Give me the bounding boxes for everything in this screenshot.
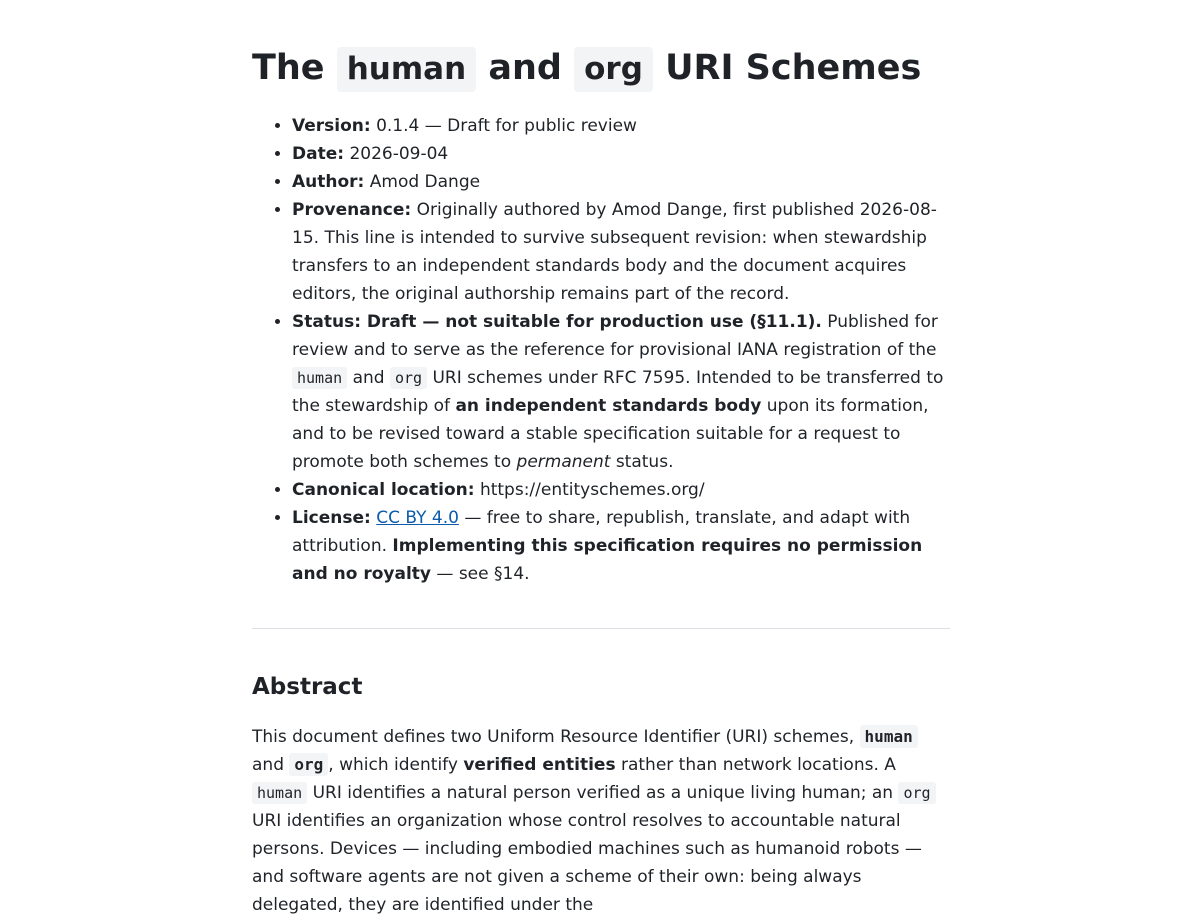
status-code-org: org bbox=[390, 367, 427, 389]
status-text-2: and bbox=[352, 368, 385, 388]
status-text-1: Published for review and to serve as the reference for provisional IANA registration of the bbox=[292, 312, 938, 360]
abstract-text-1: This document defines two Uniform Resource Identifier (URI) schemes, bbox=[252, 727, 855, 747]
date-value: 2026-09-04 bbox=[349, 144, 449, 164]
section-divider bbox=[252, 628, 950, 629]
abstract-text-3: , which identify bbox=[328, 755, 458, 775]
meta-canonical bbox=[292, 476, 950, 504]
title-word-and: and bbox=[488, 48, 562, 88]
license-bold: Implementing this specification requires no permission and no royalty bbox=[292, 536, 923, 584]
abstract-heading: Abstract bbox=[252, 674, 363, 700]
abstract-text-5: URI identifies a natural person verified as a unique living human; an bbox=[312, 783, 894, 803]
status-code-human: human bbox=[292, 367, 347, 389]
provenance-label: Provenance: bbox=[292, 200, 412, 220]
title-code-org: org bbox=[574, 47, 653, 92]
status-text-4: upon its formation, and to be revised toward a stable specification suitable for a request to promote both schemes to bbox=[292, 396, 929, 472]
title-code-human: human bbox=[337, 47, 476, 92]
meta-date bbox=[292, 140, 950, 168]
meta-license bbox=[292, 504, 950, 588]
status-label: Status: Draft — not suitable for production use (§11.1). bbox=[292, 312, 822, 332]
license-link[interactable]: CC BY 4.0 bbox=[376, 508, 459, 528]
status-emphasis: permanent bbox=[516, 452, 611, 472]
abstract-code-human: human bbox=[860, 725, 918, 748]
meta-author bbox=[292, 168, 950, 196]
abstract-paragraph bbox=[252, 723, 950, 919]
document-page bbox=[252, 0, 950, 919]
status-text-3: URI schemes under RFC 7595. Intended to be transferred to the stewardship of bbox=[292, 368, 944, 416]
provenance-value: Originally authored by Amod Dange, first published 2026-08-15. This line is intended to survive subsequent revision: when stewardship transfers to an independent standards body and the document acquires editors, the original authorship remains part of the record. bbox=[292, 200, 937, 304]
meta-provenance bbox=[292, 196, 950, 308]
page-title bbox=[252, 0, 950, 94]
abstract-bold: verified entities bbox=[463, 755, 616, 775]
version-value: 0.1.4 — Draft for public review bbox=[376, 116, 637, 136]
status-text-5: status. bbox=[615, 452, 674, 472]
author-label: Author: bbox=[292, 172, 365, 192]
abstract-text-4: rather than network locations. A bbox=[620, 755, 896, 775]
meta-version bbox=[292, 112, 950, 140]
title-rest: URI Schemes bbox=[665, 48, 922, 88]
abstract-text-6: URI identifies an organization whose control resolves to accountable natural persons. Devices — including embodied machines such as humanoid robots — and software agents are not given a scheme of their own: being always delegated, they are identified under the bbox=[252, 811, 922, 915]
license-text-2: — see §14. bbox=[436, 564, 530, 584]
canonical-label: Canonical location: bbox=[292, 480, 475, 500]
abstract-code-human-2: human bbox=[252, 782, 307, 804]
version-label: Version: bbox=[292, 116, 371, 136]
meta-status bbox=[292, 308, 950, 476]
date-label: Date: bbox=[292, 144, 345, 164]
title-word-the: The bbox=[252, 48, 325, 88]
abstract-text-2: and bbox=[252, 755, 284, 775]
abstract-code-org: org bbox=[289, 753, 328, 776]
author-value: Amod Dange bbox=[369, 172, 481, 192]
abstract-code-org-2: org bbox=[898, 782, 935, 804]
license-text-1: — free to share, republish, translate, and adapt with attribution. bbox=[292, 508, 911, 556]
license-label: License: bbox=[292, 508, 371, 528]
status-bold: an independent standards body bbox=[455, 396, 762, 416]
metadata-list bbox=[252, 112, 950, 588]
canonical-value: https://entityschemes.org/ bbox=[479, 480, 705, 500]
